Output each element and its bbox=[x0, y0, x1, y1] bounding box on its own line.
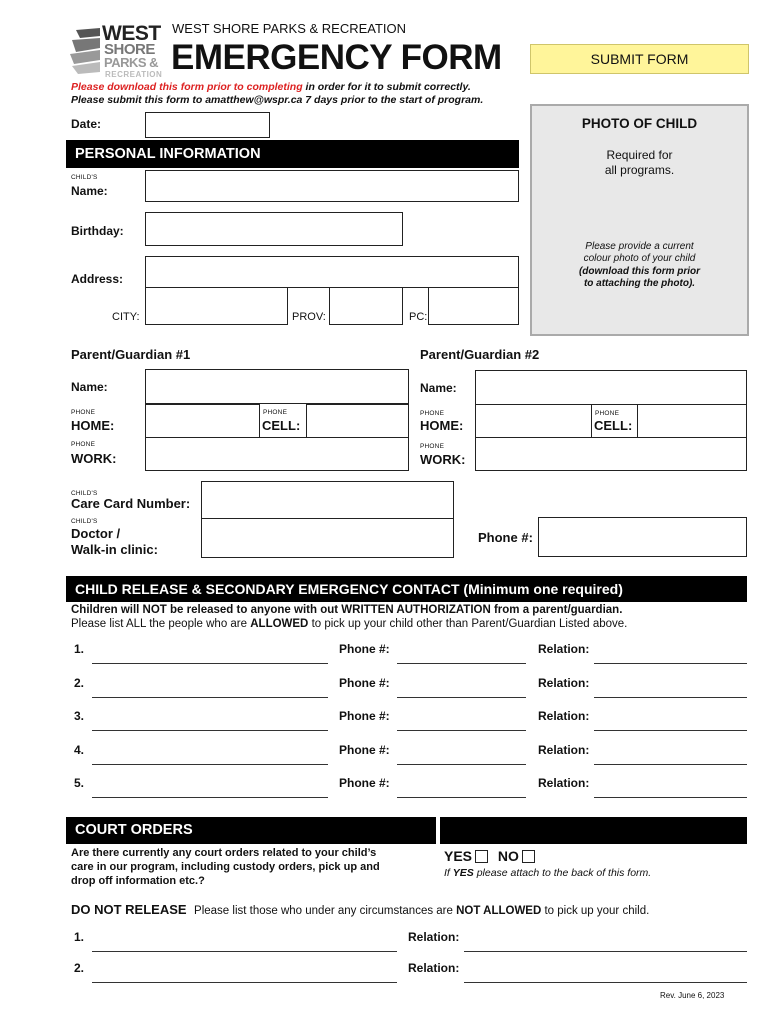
release-row-relation-label: Relation: bbox=[538, 709, 590, 723]
guardian1-name-field[interactable] bbox=[145, 369, 409, 404]
care-card-field[interactable] bbox=[201, 481, 454, 519]
release-row-phone-label: Phone #: bbox=[339, 709, 390, 723]
download-notice-rest: in order for it to submit correctly. bbox=[302, 81, 471, 93]
photo-box[interactable] bbox=[530, 104, 749, 336]
photo-note-3: (download this form prior bbox=[578, 266, 701, 277]
do-not-release-title: DO NOT RELEASE bbox=[71, 902, 187, 917]
g1-work-label: WORK: bbox=[71, 451, 117, 466]
g2-home-label: HOME: bbox=[420, 418, 464, 433]
birthday-field[interactable] bbox=[145, 212, 403, 246]
logo-west: WEST bbox=[102, 22, 161, 45]
release-row-number: 1. bbox=[74, 642, 85, 656]
court-note-c: please attach to the back of this form. bbox=[473, 867, 652, 879]
release-row-phone-line[interactable] bbox=[397, 797, 526, 798]
release-row-name-line[interactable] bbox=[92, 697, 328, 698]
g1-cell-field[interactable] bbox=[306, 404, 409, 438]
photo-required-1: Required for bbox=[606, 148, 673, 162]
guardian2-name-field[interactable] bbox=[475, 370, 747, 405]
guardian1-name-label: Name: bbox=[71, 380, 108, 394]
court-note-yes: YES bbox=[452, 867, 474, 879]
court-note-a: If bbox=[444, 867, 453, 879]
release-warning: Children will NOT be released to anyone with out WRITTEN AUTHORIZATION from a parent/guardian. bbox=[71, 604, 623, 616]
g2-work-field[interactable] bbox=[475, 437, 747, 471]
city-label: CITY: bbox=[112, 311, 140, 323]
release-row-number: 5. bbox=[74, 776, 85, 790]
release-row-phone-label: Phone #: bbox=[339, 642, 390, 656]
photo-required-2: all programs. bbox=[604, 163, 675, 177]
photo-title: PHOTO OF CHILD bbox=[581, 116, 698, 131]
do-not-release-row-name-line[interactable] bbox=[92, 982, 397, 983]
do-not-release-row-name-line[interactable] bbox=[92, 951, 397, 952]
do-not-release-row-relation-label: Relation: bbox=[408, 930, 460, 944]
release-row-phone-line[interactable] bbox=[397, 764, 526, 765]
g1-home-phone-caption: PHONE bbox=[71, 409, 96, 416]
logo-mark-icon bbox=[70, 26, 104, 76]
address-label: Address: bbox=[71, 272, 124, 286]
g1-work-phone-caption: PHONE bbox=[71, 441, 96, 448]
release-instruction-allowed: ALLOWED bbox=[250, 618, 309, 630]
doctor-childs-caption: CHILD'S bbox=[71, 518, 98, 525]
release-row-relation-line[interactable] bbox=[594, 764, 747, 765]
pc-label: PC: bbox=[409, 311, 428, 323]
pc-field[interactable] bbox=[428, 287, 519, 325]
release-row-name-line[interactable] bbox=[92, 797, 328, 798]
care-childs-caption: CHILD'S bbox=[71, 490, 98, 497]
g2-work-label: WORK: bbox=[420, 452, 466, 467]
photo-note-1: Please provide a current bbox=[585, 241, 694, 252]
release-row-number: 2. bbox=[74, 676, 85, 690]
guardian1-heading: Parent/Guardian #1 bbox=[71, 347, 191, 362]
date-field[interactable] bbox=[145, 112, 270, 138]
personal-info-heading: PERSONAL INFORMATION bbox=[66, 140, 519, 168]
yes-label: YES bbox=[444, 848, 473, 864]
g2-cell-label: CELL: bbox=[594, 418, 633, 433]
court-question-2: care in our program, including custody orders, pick up and bbox=[71, 861, 380, 873]
release-instruction-a: Please list ALL the people who are bbox=[71, 618, 251, 630]
do-not-release-row-relation-line[interactable] bbox=[464, 951, 747, 952]
release-instruction bbox=[71, 618, 627, 630]
release-row-relation-line[interactable] bbox=[594, 663, 747, 664]
release-row-phone-label: Phone #: bbox=[339, 776, 390, 790]
address-field[interactable] bbox=[145, 256, 519, 288]
submit-notice: Please submit this form to amatthew@wspr.ca 7 days prior to the start of program. bbox=[71, 94, 484, 106]
release-row-name-line[interactable] bbox=[92, 663, 328, 664]
release-row-phone-line[interactable] bbox=[397, 730, 526, 731]
g2-work-phone-caption: PHONE bbox=[420, 443, 445, 450]
court-question-3: drop off information etc.? bbox=[71, 875, 205, 887]
release-row-phone-label: Phone #: bbox=[339, 676, 390, 690]
download-notice-highlight: Please download this form prior to completing bbox=[71, 81, 303, 93]
care-card-label: Care Card Number: bbox=[71, 496, 191, 511]
release-row-relation-label: Relation: bbox=[538, 743, 590, 757]
do-not-release-line bbox=[71, 901, 649, 919]
court-yes-no bbox=[444, 848, 535, 864]
guardian2-heading: Parent/Guardian #2 bbox=[420, 347, 540, 362]
release-row-number: 3. bbox=[74, 709, 85, 723]
court-question-1: Are there currently any court orders related to your child’s bbox=[71, 847, 377, 859]
do-not-release-text-c: to pick up your child. bbox=[541, 905, 650, 917]
release-row-relation-line[interactable] bbox=[594, 797, 747, 798]
g1-cell-phone-caption: PHONE bbox=[263, 409, 288, 416]
date-label: Date: bbox=[71, 117, 102, 131]
release-row-relation-line[interactable] bbox=[594, 697, 747, 698]
g2-cell-phone-caption: PHONE bbox=[595, 410, 620, 417]
court-attach-note bbox=[444, 867, 651, 879]
photo-note-2: colour photo of your child bbox=[583, 253, 696, 264]
revision-date: Rev. June 6, 2023 bbox=[660, 991, 725, 1000]
logo bbox=[70, 24, 170, 80]
yes-checkbox[interactable] bbox=[475, 850, 488, 863]
birthday-label: Birthday: bbox=[71, 224, 124, 238]
do-not-release-text-a: Please list those who under any circumstances are bbox=[194, 905, 457, 917]
do-not-release-not-allowed: NOT ALLOWED bbox=[456, 905, 542, 917]
child-name-field[interactable] bbox=[145, 170, 519, 202]
do-not-release-row-relation-label: Relation: bbox=[408, 961, 460, 975]
logo-shore: SHORE bbox=[104, 41, 155, 58]
release-row-relation-line[interactable] bbox=[594, 730, 747, 731]
release-row-phone-line[interactable] bbox=[397, 663, 526, 664]
release-row-name-line[interactable] bbox=[92, 730, 328, 731]
release-heading: CHILD RELEASE & SECONDARY EMERGENCY CONTACT (Minimum one required) bbox=[66, 576, 747, 602]
doctor-phone-field[interactable] bbox=[538, 517, 747, 557]
prov-field[interactable] bbox=[329, 287, 403, 325]
release-row-relation-label: Relation: bbox=[538, 642, 590, 656]
do-not-release-row-relation-line[interactable] bbox=[464, 982, 747, 983]
photo-note-4: to attaching the photo). bbox=[583, 278, 696, 289]
g2-cell-field[interactable] bbox=[637, 404, 747, 438]
g2-home-phone-caption: PHONE bbox=[420, 410, 445, 417]
prov-label: PROV: bbox=[292, 311, 326, 323]
release-row-phone-line[interactable] bbox=[397, 697, 526, 698]
form-title: EMERGENCY FORM bbox=[171, 38, 502, 77]
doctor-phone-label: Phone #: bbox=[478, 530, 533, 545]
court-orders-heading: COURT ORDERS bbox=[66, 817, 436, 844]
release-row-phone-label: Phone #: bbox=[339, 743, 390, 757]
city-field[interactable] bbox=[145, 287, 288, 325]
release-instruction-c: to pick up your child other than Parent/Guardian Listed above. bbox=[308, 618, 628, 630]
do-not-release-row-number: 1. bbox=[74, 930, 85, 944]
logo-parks: PARKS & bbox=[104, 55, 159, 70]
submit-form-button[interactable]: SUBMIT FORM bbox=[530, 44, 749, 74]
logo-recreation: RECREATION bbox=[105, 70, 163, 79]
no-label: NO bbox=[497, 848, 519, 864]
download-notice bbox=[71, 81, 471, 93]
g1-work-field[interactable] bbox=[145, 437, 409, 471]
g1-home-field[interactable] bbox=[145, 404, 260, 438]
g1-cell-label: CELL: bbox=[262, 418, 301, 433]
g2-home-field[interactable] bbox=[475, 404, 592, 438]
release-row-relation-label: Relation: bbox=[538, 676, 590, 690]
release-row-relation-label: Relation: bbox=[538, 776, 590, 790]
g1-home-label: HOME: bbox=[71, 418, 115, 433]
doctor-label-1: Doctor / bbox=[71, 526, 121, 541]
doctor-field[interactable] bbox=[201, 518, 454, 558]
childs-caption: CHILD'S bbox=[71, 174, 98, 181]
name-label: Name: bbox=[71, 184, 108, 198]
release-row-name-line[interactable] bbox=[92, 764, 328, 765]
release-row-number: 4. bbox=[74, 743, 85, 757]
no-checkbox[interactable] bbox=[522, 850, 535, 863]
do-not-release-row-number: 2. bbox=[74, 961, 85, 975]
org-name: WEST SHORE PARKS & RECREATION bbox=[172, 21, 407, 36]
doctor-label-2: Walk-in clinic: bbox=[71, 542, 158, 557]
guardian2-name-label: Name: bbox=[420, 381, 457, 395]
court-orders-bar-right bbox=[440, 817, 747, 844]
